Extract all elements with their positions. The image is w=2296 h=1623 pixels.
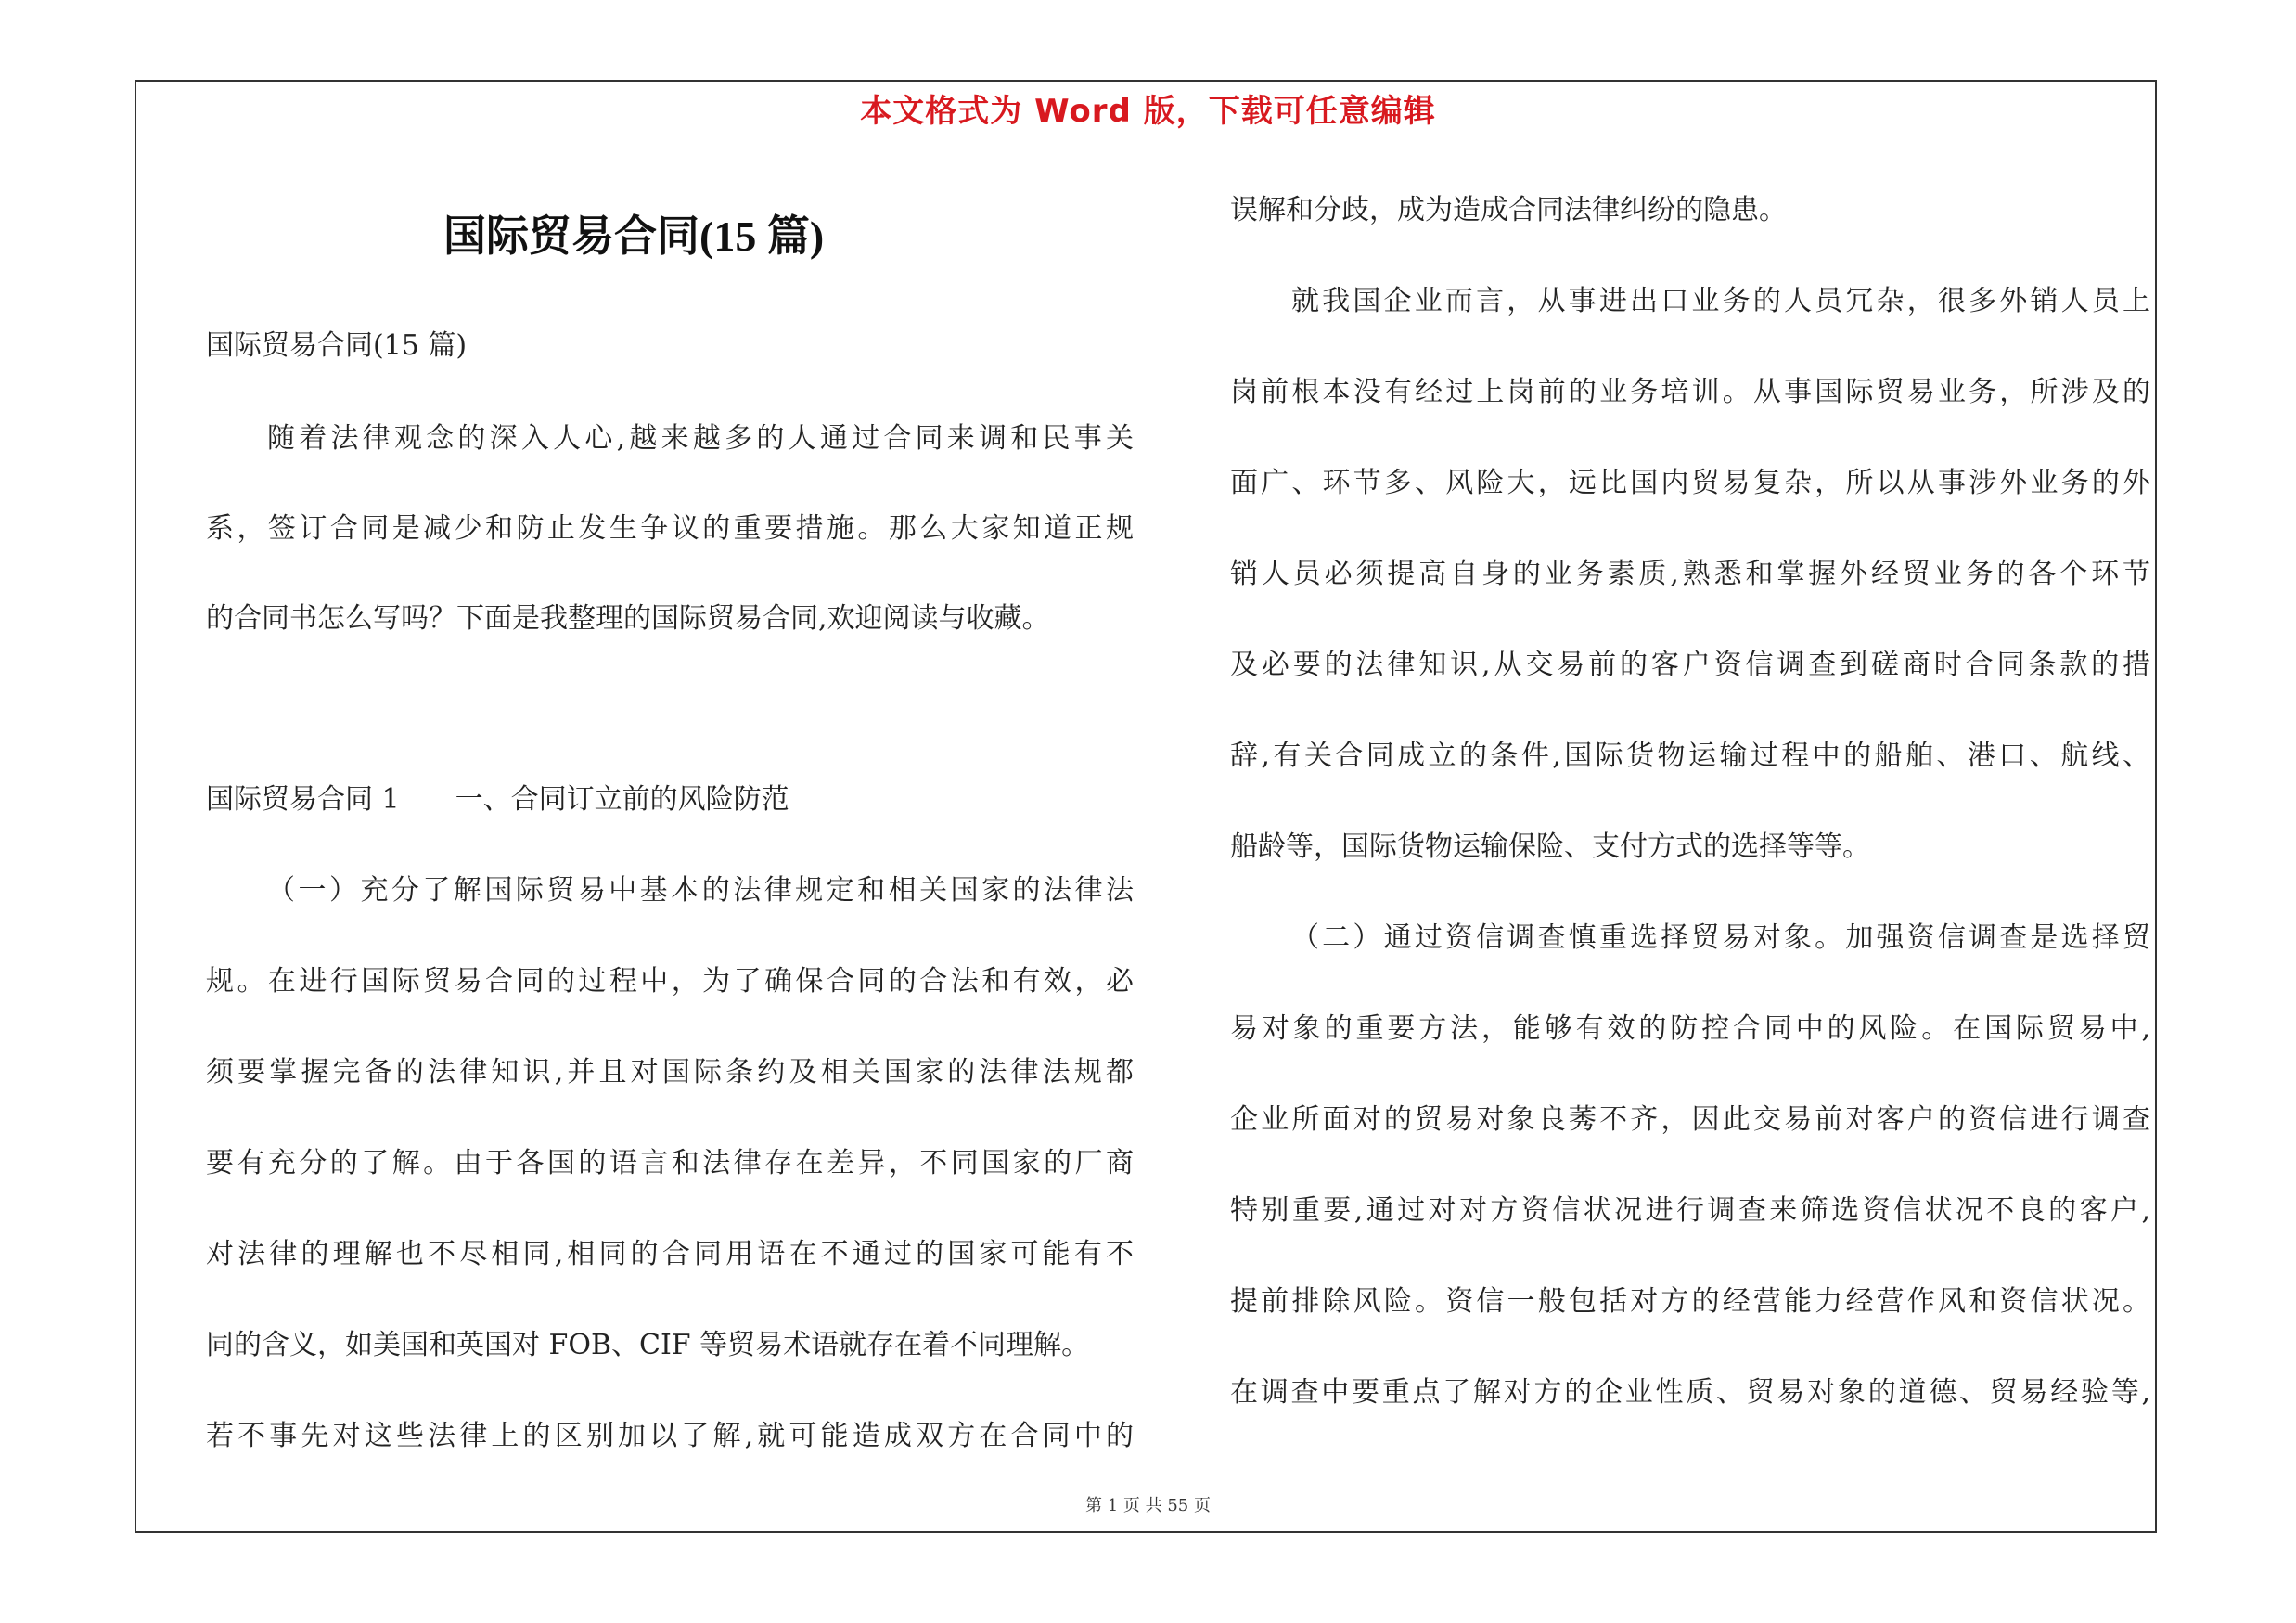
paragraph-line: 企业所面对的贸易对象良莠不齐，因此交易前对客户的资信进行调查: [1230, 1103, 2150, 1136]
section-heading: 国际贸易合同 1 一、合同订立前的风险防范: [206, 783, 789, 816]
paragraph-line: （一）充分了解国际贸易中基本的法律规定和相关国家的法律法: [267, 874, 1134, 907]
subtitle-line: 国际贸易合同(15 篇): [206, 329, 468, 362]
paragraph-line: 就我国企业而言，从事进出口业务的人员冗杂，很多外销人员上: [1291, 285, 2150, 317]
paragraph-line: 对法律的理解也不尽相同,相同的合同用语在不通过的国家可能有不: [206, 1238, 1134, 1270]
paragraph-line: 易对象的重要方法，能够有效的防控合同中的风险。在国际贸易中,: [1230, 1012, 2150, 1045]
paragraph-line: 岗前根本没有经过上岗前的业务培训。从事国际贸易业务，所涉及的: [1230, 376, 2150, 408]
paragraph-line: 须要掌握完备的法律知识,并且对国际条约及相关国家的法律法规都: [206, 1056, 1134, 1088]
document-title: 国际贸易合同(15 篇): [443, 213, 825, 260]
paragraph-line: （二）通过资信调查慎重选择贸易对象。加强资信调查是选择贸: [1291, 921, 2150, 954]
paragraph-line: 规。在进行国际贸易合同的过程中，为了确保合同的合法和有效，必: [206, 965, 1134, 998]
paragraph-line: 特别重要,通过对对方资信状况进行调查来筛选资信状况不良的客户,: [1230, 1194, 2150, 1227]
paragraph-line: 提前排除风险。资信一般包括对方的经营能力经营作风和资信状况。: [1230, 1285, 2150, 1318]
paragraph-line: 系，签订合同是减少和防止发生争议的重要措施。那么大家知道正规: [206, 512, 1134, 545]
paragraph-line: 的合同书怎么写吗？下面是我整理的国际贸易合同,欢迎阅读与收藏。: [206, 602, 1050, 635]
paragraph-line: 随着法律观念的深入人心,越来越多的人通过合同来调和民事关: [267, 422, 1134, 455]
paragraph-line: 面广、环节多、风险大，远比国内贸易复杂，所以从事涉外业务的外: [1230, 467, 2150, 499]
paragraph-line: 在调查中要重点了解对方的企业性质、贸易对象的道德、贸易经验等,: [1230, 1376, 2150, 1409]
paragraph-line: 要有充分的了解。由于各国的语言和法律存在差异，不同国家的厂商: [206, 1147, 1134, 1179]
paragraph-line: 及必要的法律知识,从交易前的客户资信调查到磋商时合同条款的措: [1230, 649, 2150, 681]
paragraph-line: 同的含义，如美国和英国对 FOB、CIF 等贸易术语就存在着不同理解。: [206, 1329, 1090, 1361]
paragraph-line: 销人员必须提高自身的业务素质,熟悉和掌握外经贸业务的各个环节: [1230, 558, 2150, 590]
paragraph-line: 误解和分歧，成为造成合同法律纠纷的隐患。: [1230, 194, 1787, 226]
paragraph-line: 船龄等，国际货物运输保险、支付方式的选择等等。: [1230, 831, 1870, 863]
page-number: 第 1 页 共 55 页: [1085, 1496, 1211, 1515]
paragraph-line: 若不事先对这些法律上的区别加以了解,就可能造成双方在合同中的: [206, 1420, 1134, 1452]
format-banner: 本文格式为 Word 版，下载可任意编辑: [860, 93, 1436, 130]
paragraph-line: 辞,有关合同成立的条件,国际货物运输过程中的船舶、港口、航线、: [1230, 740, 2150, 772]
